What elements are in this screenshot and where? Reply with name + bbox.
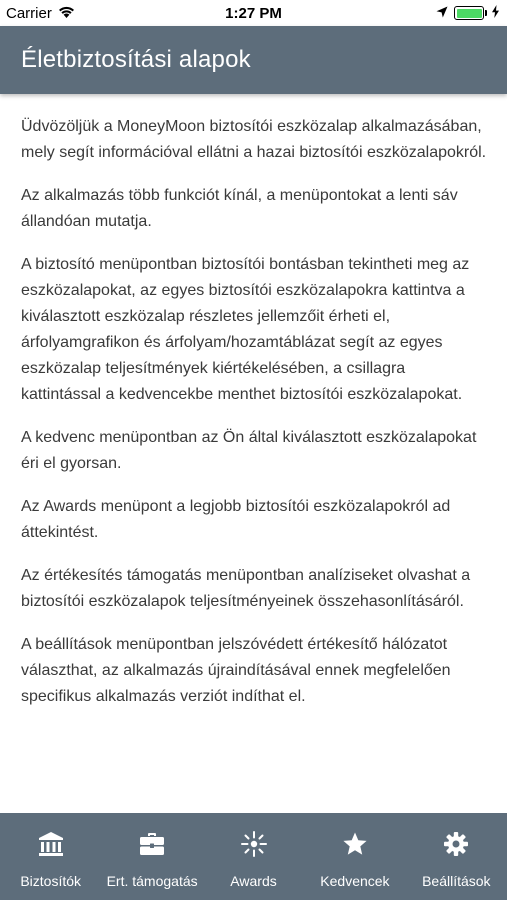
gear-icon	[441, 829, 471, 859]
charging-bolt-icon	[492, 5, 499, 22]
navigation-bar	[0, 26, 507, 94]
awards-menu-paragraph: Az Awards menüpont a legjobb biztosítói eszközalapokról ad áttekintést.	[21, 498, 451, 541]
star-icon	[340, 829, 370, 859]
insurer-menu-paragraph: A biztosító menüpontban biztosítói bontásban tekintheti meg az eszközalapokat, az egyes biztosítói eszközalapokra kattintva a kiválasztott eszközalap részletes jellemzőit érheti el, árfolyamgrafikon és árfolyam/hozamtáblázat segít az egyes eszközalap teljesítmények kiértékelésében, a csillagra kattintással a kedvencekbe menthet biztosítói eszközalapokat.	[21, 256, 470, 403]
sales-support-menu-paragraph: Az értékesítés támogatás menüpontban analíziseket olvashat a biztosítói eszközalapok teljesítményeinek összehasonlításáról.	[21, 567, 471, 610]
carrier-label: Carrier	[6, 4, 52, 22]
sparkle-icon	[239, 829, 269, 859]
location-arrow-icon	[436, 5, 448, 22]
status-right	[436, 5, 499, 22]
tab-beallitasok[interactable]	[406, 813, 507, 900]
tab-ert-tamogatas[interactable]	[101, 813, 202, 900]
tab-bar	[0, 813, 507, 900]
features-paragraph: Az alkalmazás több funkciót kínál, a menüpontokat a lenti sáv állandóan mutatja.	[21, 187, 458, 230]
battery-fill	[457, 9, 482, 18]
tab-label: Ert. támogatás	[106, 873, 198, 889]
status-time: 1:27 PM	[225, 4, 282, 22]
settings-menu-paragraph: A beállítások menüpontban jelszóvédett értékesítő hálózatot választhat, az alkalmazás újraindításával ennek megfelelően specifikus alkalmazás verziót indíthat el.	[21, 636, 451, 705]
status-left	[6, 5, 75, 22]
content-area[interactable]	[0, 94, 507, 813]
battery-icon	[454, 6, 484, 20]
tab-label: Kedvencek	[320, 873, 390, 889]
tab-label: Biztosítók	[20, 873, 82, 889]
tab-awards[interactable]	[203, 813, 304, 900]
tab-kedvencek[interactable]	[304, 813, 405, 900]
intro-paragraph: Üdvözöljük a MoneyMoon biztosítói eszközalap alkalmazásában, mely segít információval ellátni a hazai biztosítói eszközalapokról.	[21, 118, 487, 161]
tab-label: Awards	[230, 873, 277, 889]
tab-biztositok[interactable]	[0, 813, 101, 900]
status-bar	[0, 0, 507, 26]
tab-label: Beállítások	[422, 873, 491, 889]
bank-icon	[36, 829, 66, 859]
wifi-icon	[58, 5, 75, 22]
briefcase-icon	[137, 829, 167, 859]
page-title: Életbiztosítási alapok	[21, 46, 251, 73]
favorites-menu-paragraph: A kedvenc menüpontban az Ön által kiválasztott eszközalapokat éri el gyorsan.	[21, 429, 477, 472]
